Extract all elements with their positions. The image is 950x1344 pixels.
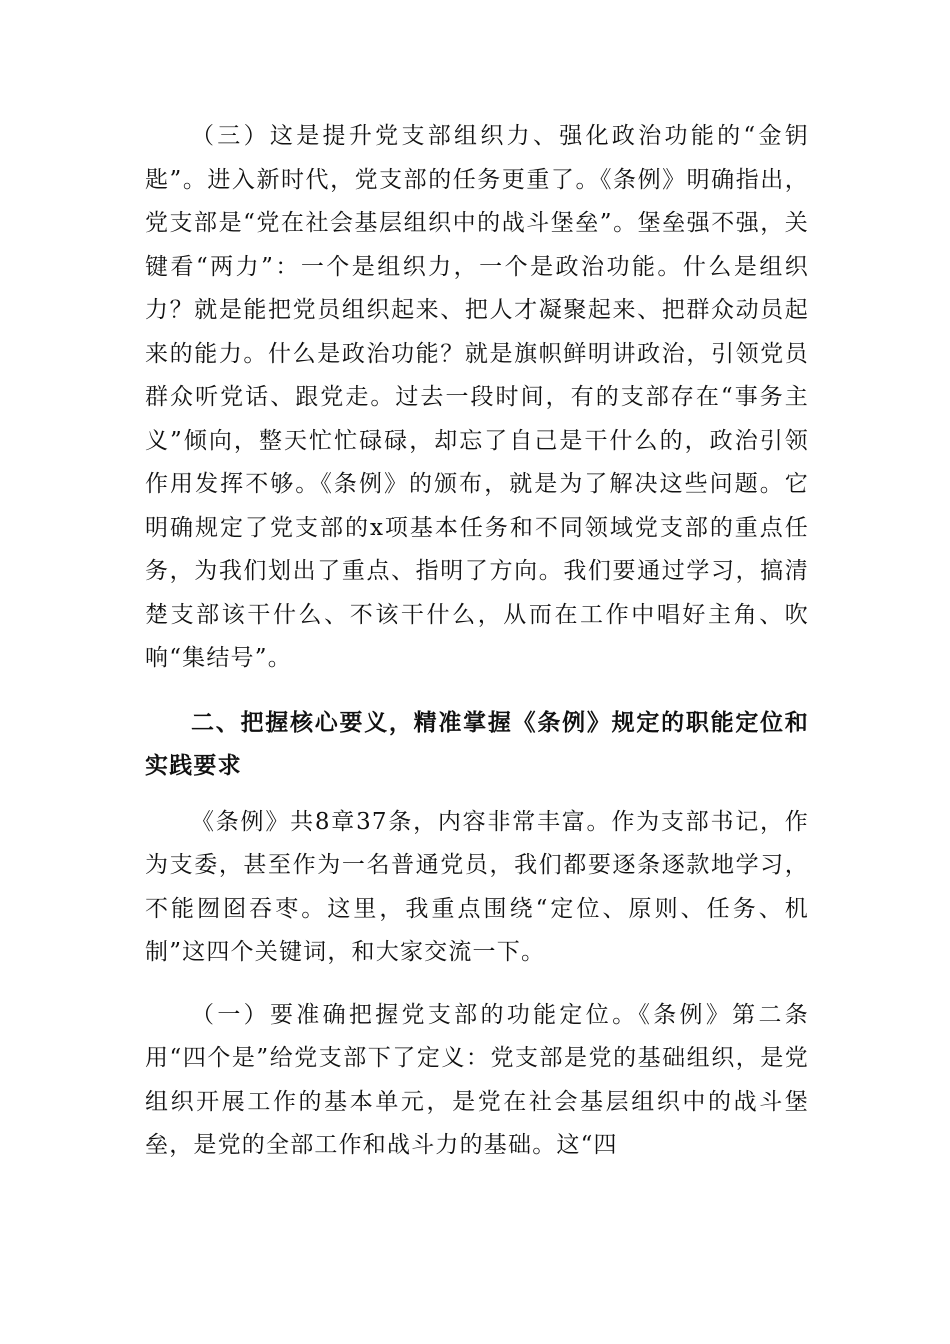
paragraph-key-to-organization: （三）这是提升党支部组织力、强化政治功能的“金钥匙”。进入新时代，党支部的任务更重了。《条例》明确指出，党支部是“党在社会基层组织中的战斗堡垒”。堡垒强不强，关键看“两力”：一个是组织力，一个是政治功能。什么是组织力？就是能把党员组织起来、把人才凝聚起来、把群众动员起来的能力。什么是政治功能？就是旗帜鲜明讲政治，引领党员群众听党话、跟党走。过去一段时间，有的支部存在“事务主义”倾向，整天忙忙碌碌，却忘了自己是干什么的，政治引领作用发挥不够。《条例》的颁布，就是为了解决这些问题。它明确规定了党支部的x项基本任务和不同领域党支部的重点任务，为我们划出了重点、指明了方向。我们要通过学习，搞清楚支部该干什么、不该干什么，从而在工作中唱好主角、吹响“集结号”。 <box>145 123 809 671</box>
paragraph-regulation-overview: 《条例》共8章37条，内容非常丰富。作为支部书记，作为支委，甚至作为一名普通党员，我们都要逐条逐款地学习，不能囫囵吞枣。这里，我重点围绕“定位、原则、任务、机制”这四个关键词，和大家交流一下。 <box>145 808 809 965</box>
paragraph-functional-positioning: （一）要准确把握党支部的功能定位。《条例》第二条用“四个是”给党支部下了定义：党支部是党的基础组织，是党组织开展工作的基本单元，是党在社会基层组织中的战斗堡垒，是党的全部工作和战斗力的基础。这“四 <box>145 1001 809 1158</box>
paragraph-spacer <box>145 789 809 801</box>
section-heading-two: 二、把握核心要义，精准掌握《条例》规定的职能定位和实践要求 <box>145 709 809 779</box>
document-body <box>145 115 809 1168</box>
paragraph-spacer <box>145 681 809 702</box>
paragraph-spacer <box>145 975 809 994</box>
